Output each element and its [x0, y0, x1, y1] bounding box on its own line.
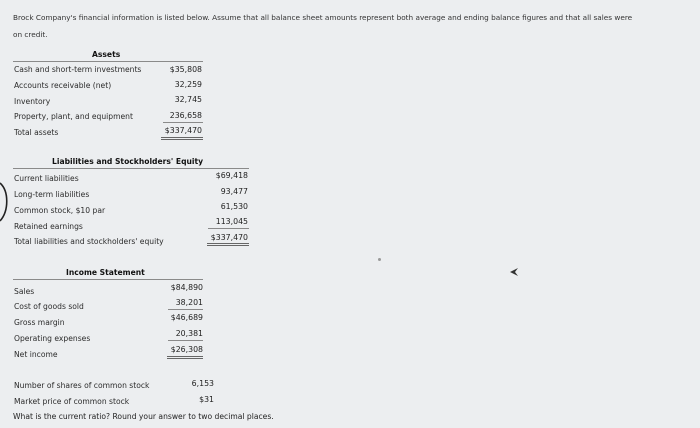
liab-value-longterm: 93,477 [220, 187, 248, 196]
assets-header: Assets [92, 50, 121, 59]
income-value-net: $26,308 [170, 345, 203, 354]
assets-label-cash: Cash and short-term investments [14, 65, 142, 74]
market-price-value: $31 [199, 395, 214, 404]
intro-line-1: Brock Company's financial information is listed below. Assume that all balance sheet amounts represent both average and ending balance figures and that all sales were [13, 13, 633, 22]
assets-value-ppe: 236,658 [169, 111, 202, 120]
shares-label: Number of shares of common stock [14, 381, 150, 390]
liab-label-longterm: Long-term liabilities [14, 190, 90, 199]
shares-value: 6,153 [191, 379, 214, 388]
question-text: What is the current ratio? Round your answer to two decimal places. [13, 412, 274, 421]
assets-header-rule [13, 61, 203, 62]
liab-total-double-rule [207, 243, 249, 246]
liab-label-current: Current liabilities [14, 174, 79, 183]
assets-label-ppe: Property, plant, and equipment [14, 112, 133, 121]
income-label-sales: Sales [14, 287, 35, 296]
income-value-opex: 20,381 [175, 329, 203, 338]
income-header-rule [13, 279, 203, 280]
liabilities-header: Liabilities and Stockholders' Equity [52, 157, 204, 166]
assets-value-cash: $35,808 [169, 65, 202, 74]
assets-value-total: $337,470 [164, 126, 202, 135]
market-price-label: Market price of common stock [14, 397, 130, 406]
income-opex-rule [168, 340, 203, 341]
income-label-gross: Gross margin [14, 318, 65, 327]
liabilities-header-rule [13, 168, 249, 169]
liab-subtotal-rule [208, 228, 249, 229]
assets-label-ar: Accounts receivable (net) [14, 81, 112, 90]
income-net-double-rule [167, 356, 203, 359]
assets-total-double-rule [161, 137, 203, 140]
income-label-cogs: Cost of goods sold [14, 302, 84, 311]
page-edge-arc [0, 181, 14, 231]
liab-label-common: Common stock, $10 par [14, 206, 106, 215]
assets-value-ar: 32,259 [174, 80, 202, 89]
intro-line-2: on credit. [13, 30, 48, 39]
income-header: Income Statement [66, 268, 145, 277]
liab-value-current: $69,418 [215, 171, 248, 180]
stray-mark [378, 258, 381, 261]
liab-label-retained: Retained earnings [14, 222, 83, 231]
liab-value-retained: 113,045 [215, 217, 248, 226]
liab-value-common: 61,530 [220, 202, 248, 211]
income-value-gross: $46,689 [170, 313, 203, 322]
income-label-opex: Operating expenses [14, 334, 91, 343]
income-value-sales: $84,890 [170, 283, 203, 292]
assets-value-inventory: 32,745 [174, 95, 202, 104]
liab-value-total: $337,470 [210, 233, 248, 242]
liab-label-total: Total liabilities and stockholders' equity [14, 237, 164, 246]
cursor-icon [510, 268, 518, 276]
income-cogs-rule [168, 309, 203, 310]
assets-subtotal-rule [163, 122, 203, 123]
income-value-cogs: 38,201 [175, 298, 203, 307]
assets-label-inventory: Inventory [14, 97, 51, 106]
income-label-net: Net income [14, 350, 58, 359]
assets-label-total: Total assets [14, 128, 59, 137]
